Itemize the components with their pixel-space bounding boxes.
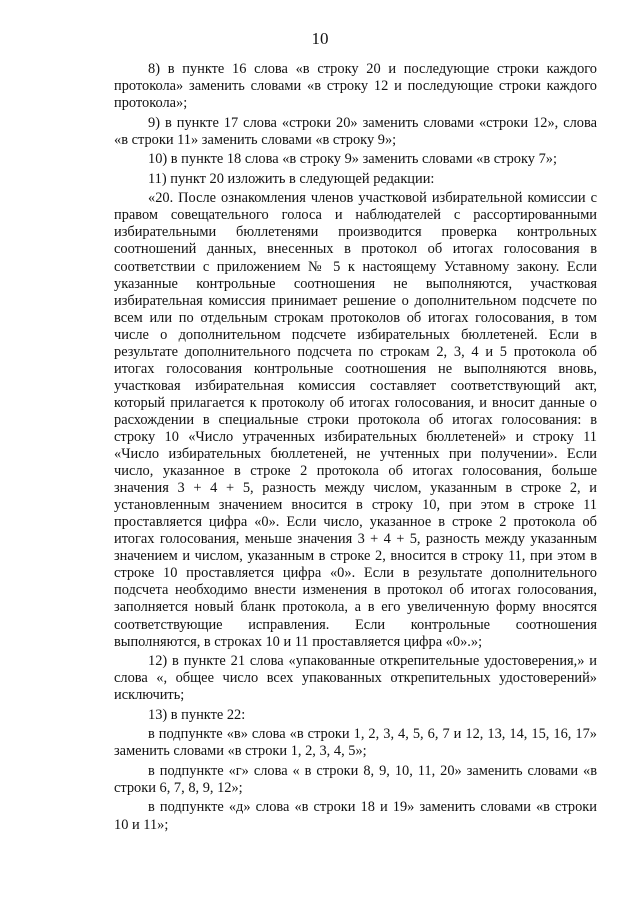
paragraph-item-9: 9) в пункте 17 слова «строки 20» заменить словами «строки 12», слова «в строки 11» заменить словами «в строку 9»; bbox=[114, 114, 597, 148]
paragraph-subitem-d: в подпункте «д» слова «в строки 18 и 19» заменить словами «в строки 10 и 11»; bbox=[114, 799, 597, 833]
paragraph-item-10: 10) в пункте 18 слова «в строку 9» заменить словами «в строку 7»; bbox=[148, 151, 557, 168]
paragraph-subitem-g: в подпункте «г» слова « в строки 8, 9, 10, 11, 20» заменить словами «в строки 6, 7, 8, 9, 12»; bbox=[114, 762, 597, 796]
paragraph-item-13: 13) в пункте 22: bbox=[148, 706, 246, 723]
paragraph-item-11: 11) пункт 20 изложить в следующей редакции: bbox=[148, 170, 435, 187]
paragraph-new-clause-20: «20. После ознакомления членов участковой избирательной комиссии с правом совещательного голоса и наблюдателей с рассортированными избирательными бюллетенями производится проверка контрольных соотношений данных, внесенных в протокол об итогах голосования в соответствии с приложением № 5 к настоящему Уставному закону. Если указанные контрольные соотношения не выполняются, участковая избирательная комиссия принимает решение о дополнительном подсчете по всем или по отдельным строкам протоколов об итогах голосования, в том числе о дополнительном подсчете избирательных бюллетеней. Если в результате дополнительного подсчета по строкам 2, 3, 4 и 5 протокола об итогах голосования контрольные соотношения не выполняются вновь, участковая избирательная комиссия составляет соответствующий акт, который прилагается к протоколу об итогах голосования, и вносит данные о расхождении в специальные строки протокола об итогах голосования: в строку 10 «Число утраченных избирательных бюллетеней» и строку 11 «Число избирательных бюллетеней, не учтенных при получении». Если число, указанное в строке 2 протокола об итогах голосования, больше значения 3 + 4 + 5, разность между числом, указанным в строке 2, и установленным значением вносится в строку 10, при этом в строке 11 проставляется цифра «0». Если число, указанное в строке 2 протокола об итогах голосования, меньше значения 3 + 4 + 5, разность между указанным значением и числом, указанным в строке 2, вносится в строку 11, при этом в строке 10 проставляется цифра «0». Если в результате дополнительного подсчета необходимо внести изменения в протокол об итогах голосования, заполняется новый бланк протокола, а в его увеличенную форму вносятся соответствующие исправления. Если контрольные соотношения выполняются, в строках 10 и 11 проставляется цифра «0».»; bbox=[114, 190, 597, 650]
document-body bbox=[114, 61, 597, 836]
paragraph-subitem-v: в подпункте «в» слова «в строки 1, 2, 3, 4, 5, 6, 7 и 12, 13, 14, 15, 16, 17» заменить словами «в строки 1, 2, 3, 4, 5»; bbox=[114, 726, 597, 760]
page-number: 10 bbox=[311, 29, 329, 48]
paragraph-item-12: 12) в пункте 21 слова «упакованные открепительные удостоверения,» и слова «, общее число всех упакованных открепительных удостоверений» исключить; bbox=[114, 653, 597, 704]
paragraph-item-8: 8) в пункте 16 слова «в строку 20 и последующие строки каждого протокола» заменить словами «в строку 12 и последующие строки каждого протокола»; bbox=[114, 61, 597, 112]
